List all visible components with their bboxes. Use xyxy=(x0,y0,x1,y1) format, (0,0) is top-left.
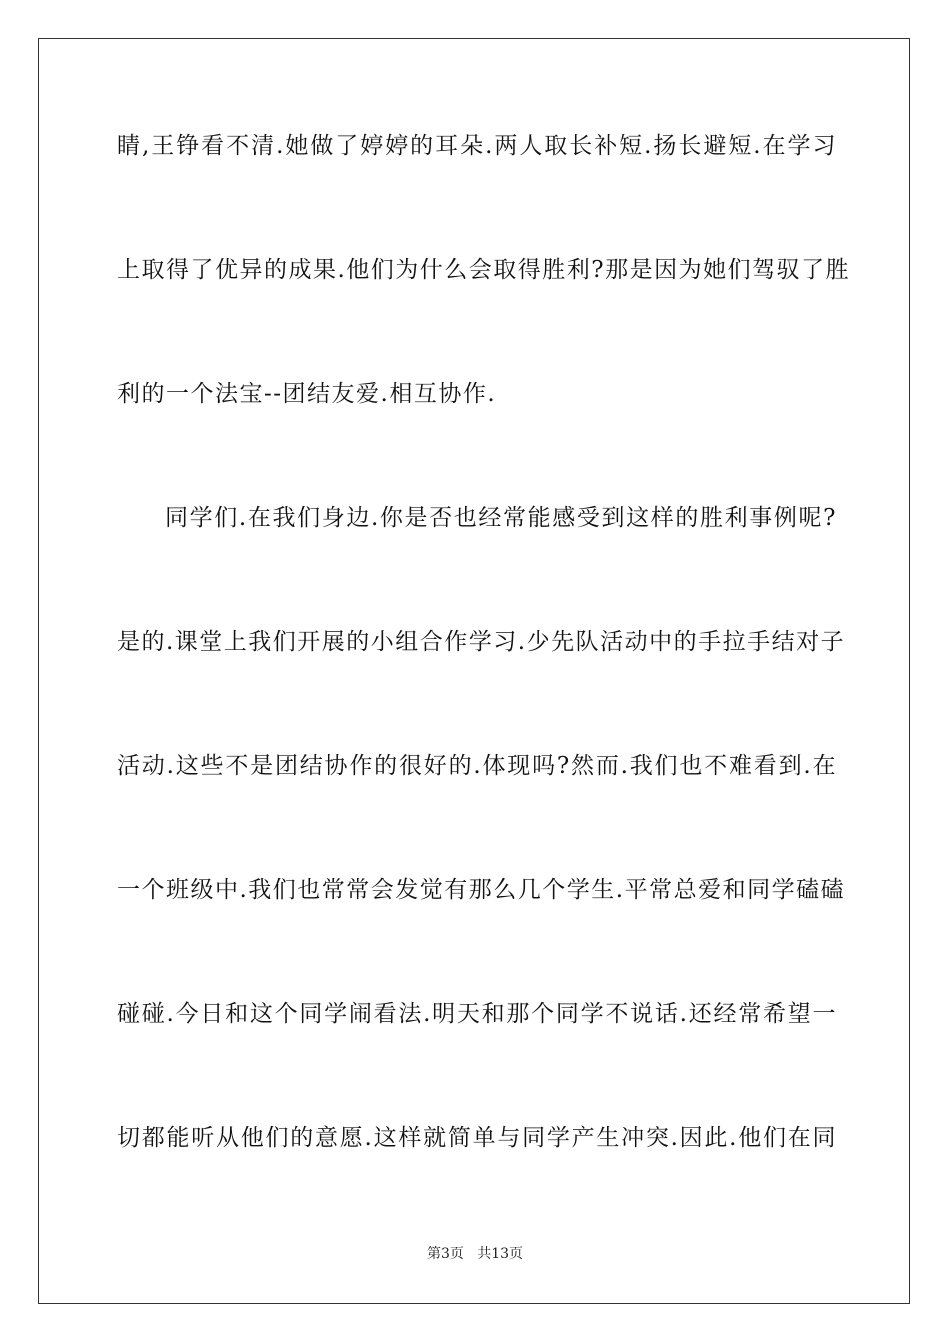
page-number: 第3页 共13页 xyxy=(426,1246,524,1262)
page-border xyxy=(38,38,910,1304)
text-line: 一个班级中.我们也常常会发觉有那么几个学生.平常总爱和同学磕磕 xyxy=(117,877,846,903)
text-line: 上取得了优异的成果.他们为什么会取得胜利?那是因为她们驾驭了胜 xyxy=(117,257,851,283)
text-line: 利的一个法宝--团结友爱.相互协作. xyxy=(117,381,497,407)
text-line: 是的.课堂上我们开展的小组合作学习.少先队活动中的手拉手结对子 xyxy=(117,629,846,655)
text-line: 碰碰.今日和这个同学闹看法.明天和那个同学不说话.还经常希望一 xyxy=(117,1001,837,1027)
text-line: 活动.这些不是团结协作的很好的.体现吗?然而.我们也不难看到.在 xyxy=(117,753,837,779)
text-line: 睛,王铮看不清.她做了婷婷的耳朵.两人取长补短.扬长避短.在学习 xyxy=(117,133,837,159)
text-line: 切都能听从他们的意愿.这样就简单与同学产生冲突.因此.他们在同 xyxy=(117,1125,837,1151)
text-line-paragraph-start: 同学们.在我们身边.你是否也经常能感受到这样的胜利事例呢? xyxy=(165,505,837,531)
